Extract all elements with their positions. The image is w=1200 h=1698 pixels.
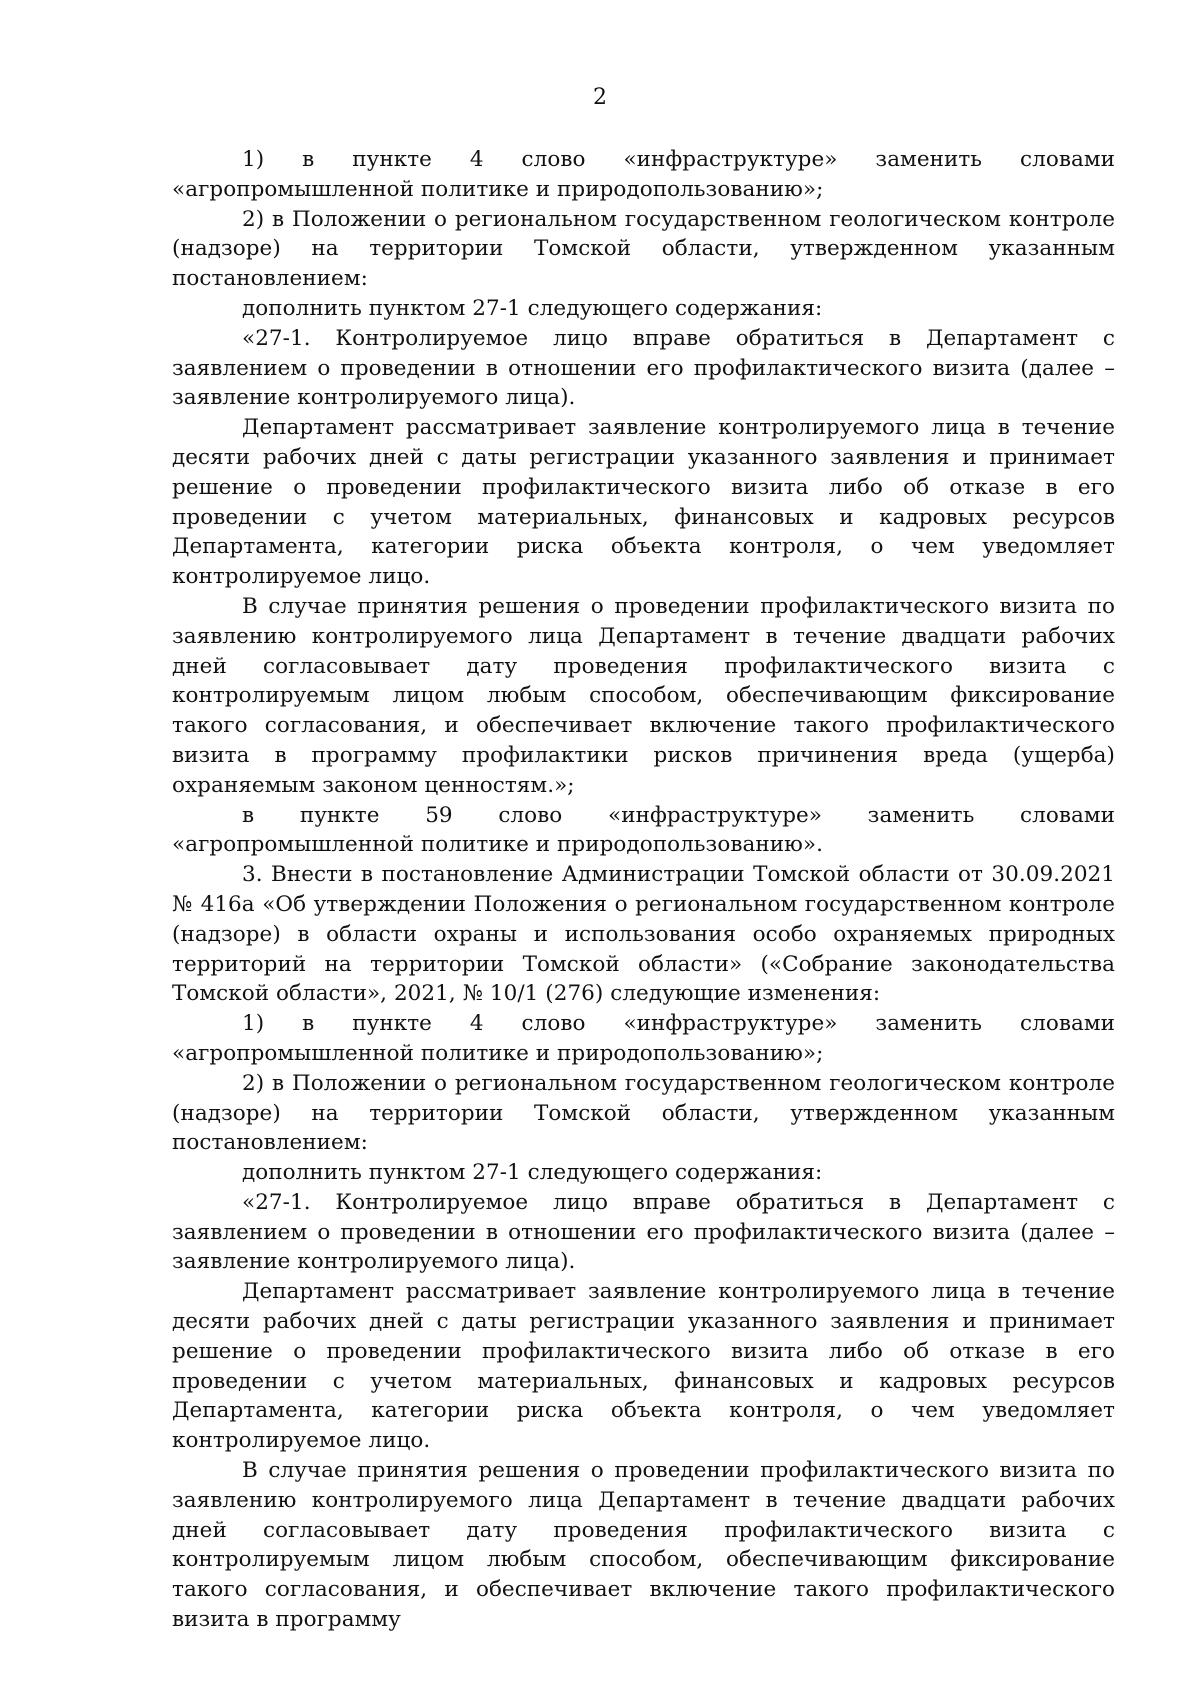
paragraph-1: 1) в пункте 4 слово «инфраструктуре» заменить словами «агропромышленной политике и природопользованию»; [172, 147, 1115, 202]
paragraph-7: в пункте 59 слово «инфраструктуре» заменить словами «агропромышленной политике и природопользованию». [172, 802, 1115, 858]
paragraph-13: Департамент рассматривает заявление контролируемого лица в течение десяти рабочих дней с даты регистрации указанного заявления и принимает решение о проведении профилактического визита либо об отказе в его проведении с учетом материальных, финансовых и кадровых ресурсов Департамента, категории риска объекта контроля, о чем уведомляет контролируемое лицо. [172, 1279, 1115, 1454]
paragraph-10: 2) в Положении о региональном государственном геологическом контроле (надзоре) на территории Томской области, утвержденном указанным постановлением: [172, 1070, 1115, 1156]
paragraph-9: 1) в пункте 4 слово «инфраструктуре» заменить словами «агропромышленной политике и природопользованию»; [172, 1011, 1115, 1066]
paragraph-14: В случае принятия решения о проведении профилактического визита по заявлению контролируемого лица Департамент в течение двадцати рабочих дней согласовывает дату проведения профилактического визита с контролируемым лицом любым способом, обеспечивающим фиксирование такого согласования, и обеспечивает включение такого профилактического визита в программу [172, 1458, 1115, 1633]
paragraph-6: В случае принятия решения о проведении профилактического визита по заявлению контролируемого лица Департамент в течение двадцати рабочих дней согласовывает дату проведения профилактического визита с контролируемым лицом любым способом, обеспечивающим фиксирование такого согласования, и обеспечивает включение такого профилактического визита в программу профилактики рисков причинения вреда (ущерба) охраняемым законом ценностям.»; [172, 593, 1115, 798]
paragraph-5: Департамент рассматривает заявление контролируемого лица в течение десяти рабочих дней с даты регистрации указанного заявления и принимает решение о проведении профилактического визита либо об отказе в его проведении с учетом материальных, финансовых и кадровых ресурсов Департамента, категории риска объекта контроля, о чем уведомляет контролируемое лицо. [172, 415, 1115, 590]
paragraph-12: «27-1. Контролируемое лицо вправе обратиться в Департамент с заявлением о проведении в отношении его профилактического визита (далее – заявление контролируемого лица). [172, 1189, 1115, 1275]
document-body [172, 145, 1115, 1635]
paragraph-2: 2) в Положении о региональном государственном геологическом контроле (надзоре) на территории Томской области, утвержденном указанным постановлением: [172, 206, 1115, 292]
paragraph-4: «27-1. Контролируемое лицо вправе обратиться в Департамент с заявлением о проведении в отношении его профилактического визита (далее – заявление контролируемого лица). [172, 325, 1115, 411]
paragraph-11: дополнить пунктом 27-1 следующего содержания: [242, 1160, 823, 1186]
page-number: 2 [593, 85, 607, 110]
paragraph-3: дополнить пунктом 27-1 следующего содержания: [242, 295, 823, 321]
paragraph-8: 3. Внести в постановление Администрации Томской области от 30.09.2021 № 416а «Об утверждении Положения о региональном государственном контроле (надзоре) в области охраны и использования особо охраняемых природных территорий на территории Томской области» («Собрание законодательства Томской области», 2021, № 10/1 (276) следующие изменения: [172, 862, 1115, 1007]
